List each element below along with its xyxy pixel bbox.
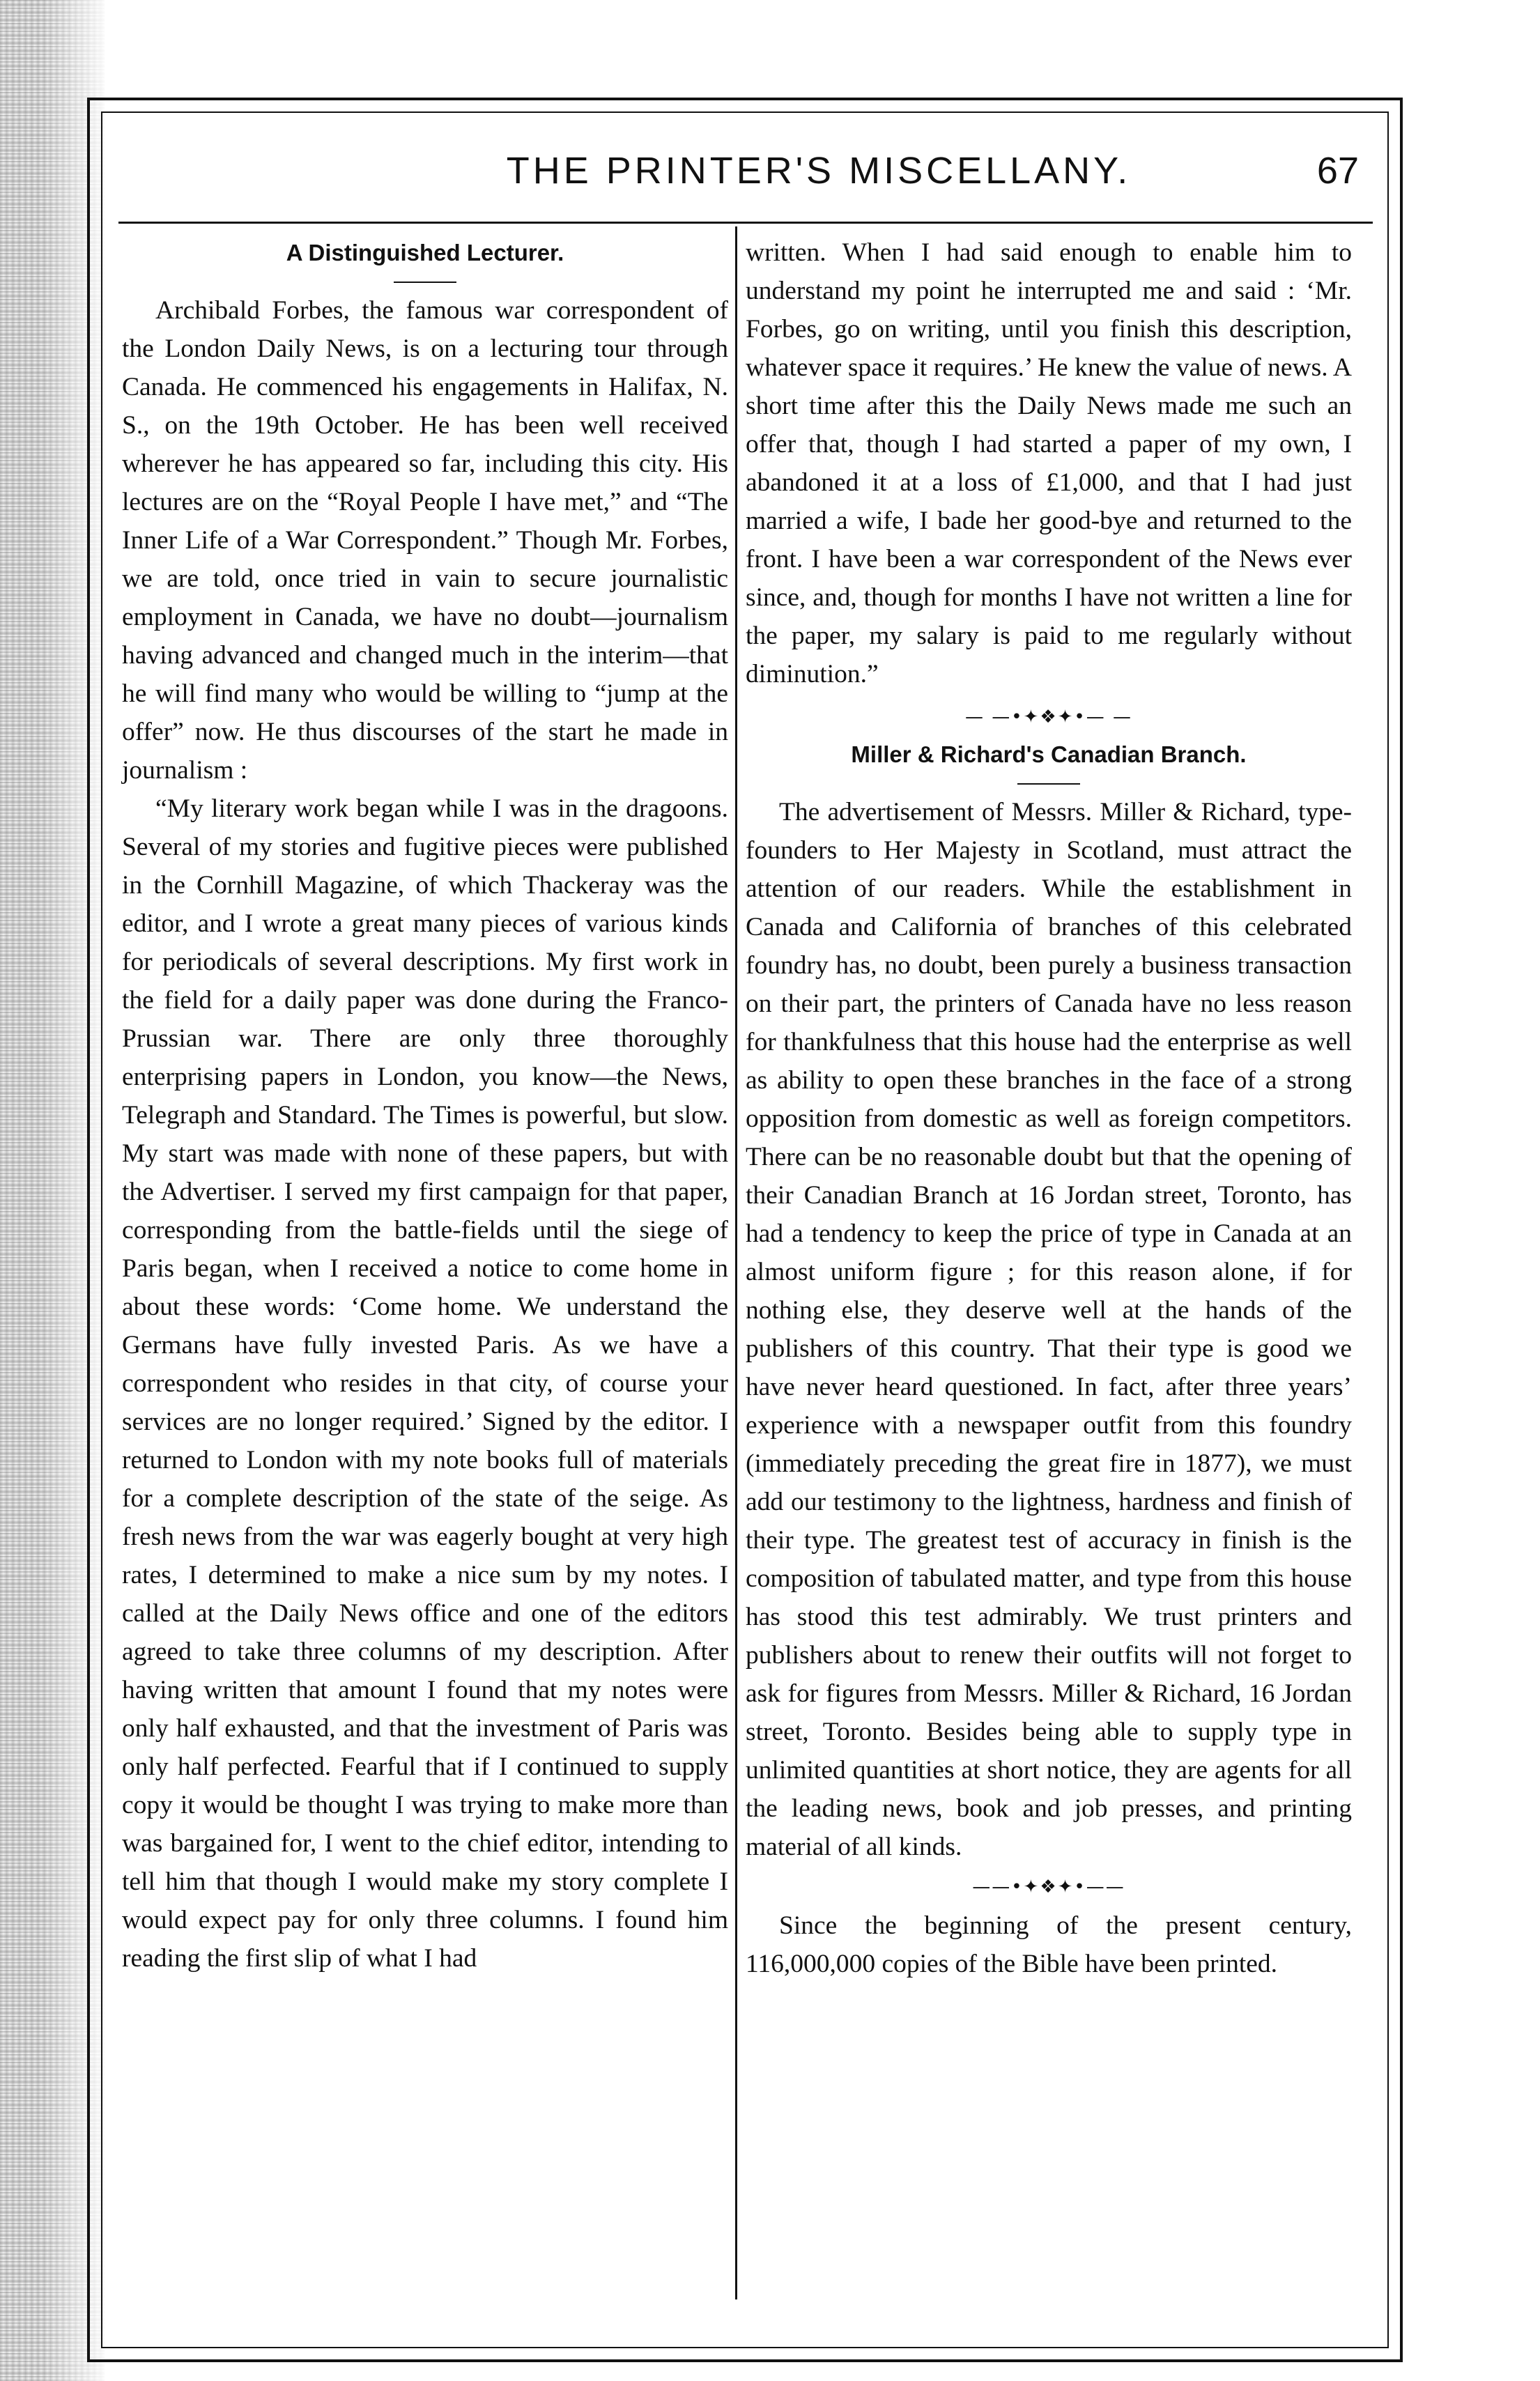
article-paragraph-continued: written. When I had said enough to enable him to understand my point he interrupted me and said : ‘Mr. Forbes, go on writing, until you finish this description, whatever space it requires.’ He knew the value of news. A short time after this the Daily News made me such an offer that, though I had started a paper of my own, I abandoned it at a loss of £1,000, and that I had just married a wife, I bade her good-bye and returned to the front. I have been a war correspondent of the News ever since, and, though for months I have not written a line for the paper, my salary is paid to me regularly without diminution.” [746,238,1352,688]
article-paragraph: The advertisement of Messrs. Miller & Richard, type-founders to Her Majesty in Scotland, must attract the attention of our readers. While the establishment in Canada and California of branches of this celebrated foundry has, no doubt, been purely a business transaction on their part, the printers of Canada have no less reason for thankfulness that this house had the enterprise as well as ability to open these branches in the face of a strong opposition from domestic as well as foreign competitors. There can be no reasonable doubt but that the opening of their Canadian Branch at 16 Jordan street, Toronto, has had a tendency to keep the price of type in Canada at an almost uniform figure ; for this reason alone, if for nothing else, they deserve well at the hands of the publishers of this country. That their type is good we have never heard questioned. In fact, after three years’ experience with a newspaper outfit from this foundry (immediately preceding the great fire in 1877), we must add our testimony to the lightness, hardness and finish of their type. The greatest test of accuracy in finish is the composition of tabulated matter, and type from this house has stood this test admirably. We trust printers and publishers about to renew their outfits will not forget to ask for figures from Messrs. Miller & Richard, 16 Jordan street, Toronto. Besides being able to supply type in unlimited quantities at short notice, they are agents for all the leading news, book and job presses, and printing material of all kinds. [746,798,1352,1861]
article-paragraph: Archibald Forbes, the famous war correspondent of the London Daily News, is on a lecturing tour through Canada. He commenced his engagements in Halifax, N. S., on the 19th October. He has been well received wherever he has appeared so far, including this city. His lectures are on the “Royal People I have met,” and “The Inner Life of a War Correspondent.” Though Mr. Forbes, we are told, once tried in vain to secure journalistic employment in Canada, we have no doubt—journalism having advanced and changed much in the interim—that he will find many who would be willing to “jump at the offer” now. He thus discourses of the start he made in journalism : [122,296,728,785]
section-ornament: — —•✦❖✦•— — [964,707,1133,727]
article-paragraph: “My literary work began while I was in the dragoons. Several of my stories and fugitive pieces were published in the Cornhill Magazine, of which Thackeray was the editor, and I wrote a great many pieces of various kinds for periodicals of several descriptions. My first work in the field for a daily paper was done during the Franco-Prussian war. There are only three thoroughly enterprising papers in London, you know—the News, Telegraph and Standard. The Times is powerful, but slow. My start was made with none of these papers, but with the Advertiser. I served my first campaign for that paper, corresponding from the battle-fields until the siege of Paris began, when I received a notice to come home in about these words: ‘Come home. We understand the Germans have fully invested Paris. As we have a correspondent who resides in that city, of course your services are no longer required.’ Signed by the editor. I returned to London with my note books full of materials for a complete description of the state of the seige. As fresh news from the war was eagerly bought at very high rates, I determined to make a nice sum by my notes. I called at the Daily News office and one of the editors agreed to take three columns of my description. After having written that amount I found that my notes were only half exhausted, and that the investment of Paris was only half perfected. Fearful that if I continued to supply copy it would be thought I was trying to make more than was bargained for, I went to the chief editor, intending to tell him that though I would make my story complete I would expect pay for only three columns. I found him reading the first slip of what I had [122,794,728,1973]
section-ornament: ——•✦❖✦•—— [972,1877,1125,1897]
page-header [118,139,1373,202]
left-column [122,233,728,1978]
running-title: THE PRINTER'S MISCELLANY. [506,150,1132,192]
note-paragraph: Since the beginning of the present century, 116,000,000 copies of the Bible have been printed. [746,1911,1352,1978]
title-rule [394,282,456,283]
title-rule [1017,783,1080,785]
article-title: Miller & Richard's Canadian Branch. [851,741,1247,767]
article-title: A Distinguished Lecturer. [286,240,564,265]
header-rule [118,222,1373,224]
column-divider [735,226,737,2299]
right-column [746,233,1352,1983]
page-number: 67 [1316,150,1359,192]
